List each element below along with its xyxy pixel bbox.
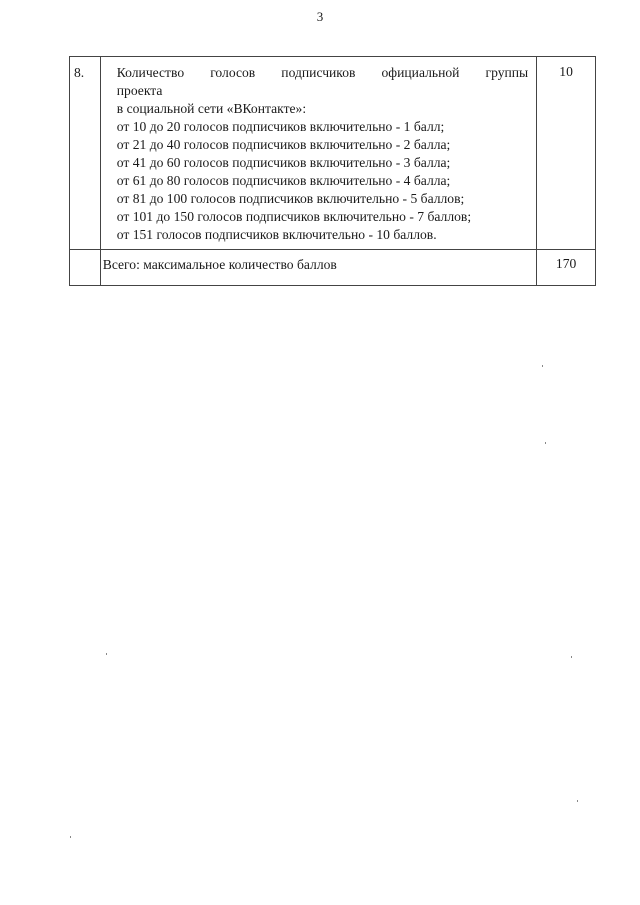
- criterion-title-continued: проекта: [116, 83, 163, 98]
- total-label: Всего: максимальное количество баллов: [100, 250, 536, 286]
- criterion-line: от 21 до 40 голосов подписчиков включительно - 2 балла;: [116, 137, 451, 152]
- row-description: [100, 57, 536, 250]
- scan-speck: [106, 653, 107, 655]
- scan-speck: [542, 365, 543, 367]
- row-points: 10: [537, 57, 596, 250]
- criterion-line: от 151 голосов подписчиков включительно - 10 баллов.: [116, 227, 437, 242]
- scan-speck: [545, 442, 546, 444]
- total-number-cell: [70, 250, 101, 286]
- page-number: 3: [316, 9, 324, 24]
- row-number: 8.: [70, 57, 101, 250]
- criterion-line: от 81 до 100 голосов подписчиков включительно - 5 баллов;: [116, 191, 465, 206]
- criterion-line: от 101 до 150 голосов подписчиков включительно - 7 баллов;: [116, 209, 472, 224]
- total-points: 170: [537, 250, 596, 286]
- table-row: [70, 57, 596, 250]
- criterion-title: Количество голосов подписчиков официальной группы: [116, 65, 529, 80]
- criterion-line: от 61 до 80 голосов подписчиков включительно - 4 балла;: [116, 173, 451, 188]
- scan-speck: [577, 800, 578, 802]
- criteria-table: [69, 56, 596, 286]
- scan-speck: [571, 656, 572, 658]
- criterion-line: от 10 до 20 голосов подписчиков включительно - 1 балл;: [116, 119, 445, 134]
- criterion-line: в социальной сети «ВКонтакте»:: [116, 101, 307, 116]
- scan-speck: [70, 836, 71, 838]
- total-row: [70, 250, 596, 286]
- criterion-line: от 41 до 60 голосов подписчиков включительно - 3 балла;: [116, 155, 451, 170]
